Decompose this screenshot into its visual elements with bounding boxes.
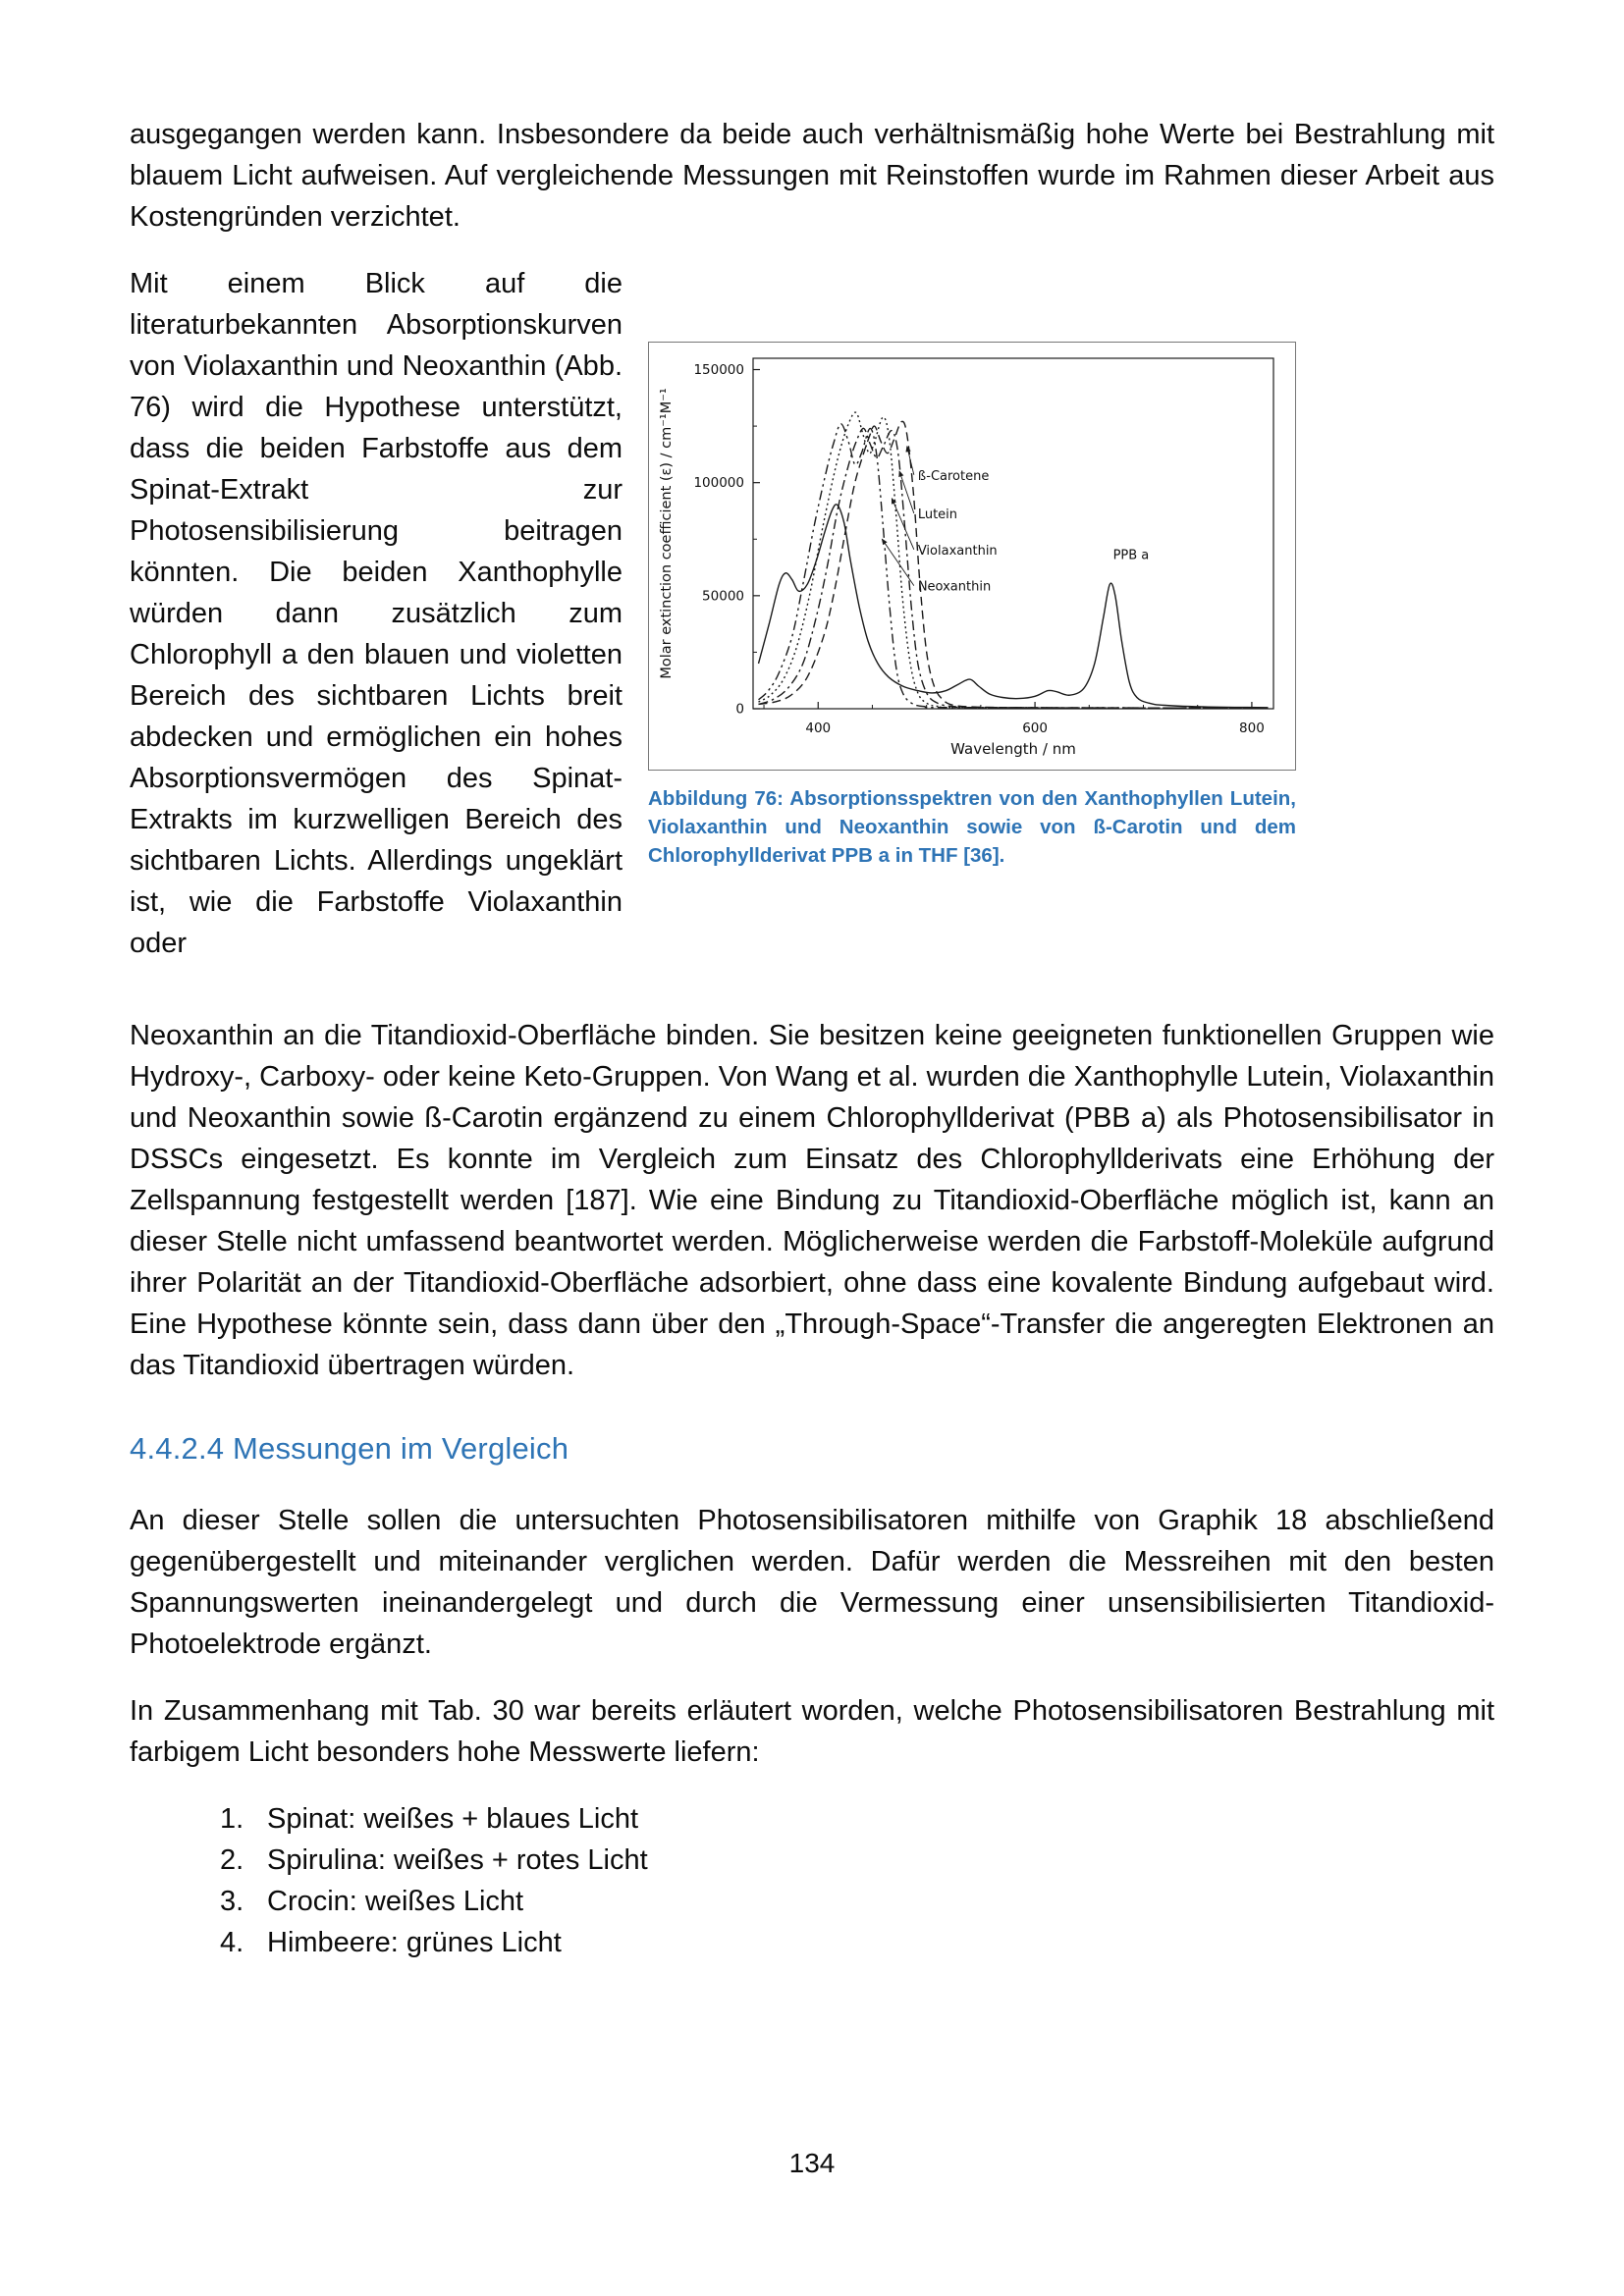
svg-text:PPB a: PPB a (1112, 548, 1150, 563)
svg-text:Lutein: Lutein (917, 507, 958, 522)
svg-text:800: 800 (1239, 721, 1265, 736)
svg-text:600: 600 (1022, 721, 1048, 736)
text-figure-section (130, 263, 1494, 989)
page-content (130, 114, 1494, 1963)
svg-text:Molar extinction coefficient (: Molar extinction coefficient (ε) / cm⁻¹M⁻¹ (659, 388, 675, 679)
svg-text:Neoxanthin: Neoxanthin (917, 579, 992, 595)
paragraph-continuation: Neoxanthin an die Titandioxid-Oberfläche binden. Sie besitzen keine geeigneten funktionellen Gruppen wie Hydroxy-, Carboxy- oder keine Keto-Gruppen. Von Wang et al. wurden die Xanthophylle Lutein, Violaxanthin und Neoxanthin sowie ß-Carotin ergänzend zu einem Chlorophyllderivat (PBB a) als Photosensibilisator in DSSCs eingesetzt. Es konnte im Vergleich zum Einsatz des Chlorophyllderivats eine Erhöhung der Zellspannung festgestellt werden [187]. Wie eine Bindung zu Titandioxid-Oberfläche möglich ist, kann an dieser Stelle nicht umfassend beantwortet werden. Möglicherweise werden die Farbstoff-Moleküle aufgrund ihrer Polarität an der Titandioxid-Oberfläche adsorbiert, ohne dass eine kovalente Bindung aufgebaut wird. Eine Hypothese könnte sein, dass dann über den „Through-Space“-Transfer die angeregten Elektronen an das Titandioxid übertragen würden. (130, 1020, 1494, 1381)
list-item-text: Spirulina: weißes + rotes Licht (267, 1844, 648, 1876)
paragraph-intro: ausgegangen werden kann. Insbesondere da beide auch verhältnismäßig hohe Werte bei Bestrahlung mit blauem Licht aufweisen. Auf vergleichende Messungen mit Reinstoffen wurde im Rahmen dieser Arbeit aus Kostengründen verzichtet. (130, 119, 1494, 233)
list-item-number: 1. (220, 1803, 244, 1835)
list-item (220, 1881, 1494, 1922)
svg-text:Wavelength / nm: Wavelength / nm (950, 740, 1076, 758)
svg-text:50000: 50000 (702, 588, 744, 605)
figure-76 (648, 342, 1296, 989)
section-heading: 4.4.2.4 Messungen im Vergleich (130, 1431, 569, 1466)
list-item-number: 2. (220, 1844, 244, 1876)
list-item-number: 3. (220, 1886, 244, 1917)
svg-text:Violaxanthin: Violaxanthin (917, 543, 998, 559)
paragraph-context: In Zusammenhang mit Tab. 30 war bereits erläutert worden, welche Photosensibilisatoren Bestrahlung mit farbigem Licht besonders hohe Messwerte liefern: (130, 1695, 1494, 1768)
svg-text:100000: 100000 (693, 475, 744, 492)
list-item (220, 1922, 1494, 1963)
svg-text:ß-Carotene: ß-Carotene (917, 468, 990, 484)
list-item (220, 1840, 1494, 1881)
list-item-text: Crocin: weißes Licht (267, 1886, 524, 1917)
svg-text:0: 0 (735, 701, 744, 718)
figure-caption: Abbildung 76: Absorptionsspektren von den Xanthophyllen Lutein, Violaxanthin und Neoxanthin sowie von ß-Carotin und dem Chlorophyllderivat PPB a in THF [36]. (648, 787, 1296, 867)
list-item (220, 1798, 1494, 1840)
paragraph-comparison: An dieser Stelle sollen die untersuchten Photosensibilisatoren mithilfe von Graphik 18 abschließend gegenübergestellt und miteinander verglichen werden. Dafür werden die Messreihen mit den besten Spannungswerten ineinandergelegt und durch die Vermessung einer unsensibilisierten Titandioxid-Photoelektrode ergänzt. (130, 1505, 1494, 1660)
light-results-list (220, 1798, 1494, 1963)
page-number: 134 (788, 2148, 836, 2178)
svg-text:400: 400 (805, 721, 832, 736)
list-item-number: 4. (220, 1927, 244, 1958)
list-item-text: Himbeere: grünes Licht (267, 1927, 562, 1958)
paragraph-left-column: Mit einem Blick auf die literaturbekannten Absorptionskurven von Violaxanthin und Neoxanthin (Abb. 76) wird die Hypothese unterstützt, dass die beiden Farbstoffe aus dem Spinat-Extrakt zur Photosensibilisierung beitragen könnten. Die beiden Xanthophylle würden dann zusätzlich zum Chlorophyll a den blauen und violetten Bereich des sichtbaren Lichts breit abdecken und ermöglichen ein hohes Absorptionsvermögen des Spinat-Extrakts im kurzwelligen Bereich des sichtbaren Lichts. Allerdings ungeklärt ist, wie die Farbstoffe Violaxanthin oder (130, 268, 623, 959)
svg-text:150000: 150000 (693, 362, 744, 379)
list-item-text: Spinat: weißes + blaues Licht (267, 1803, 639, 1835)
spectra-chart-svg (649, 343, 1295, 770)
absorption-spectra-chart (648, 342, 1296, 771)
